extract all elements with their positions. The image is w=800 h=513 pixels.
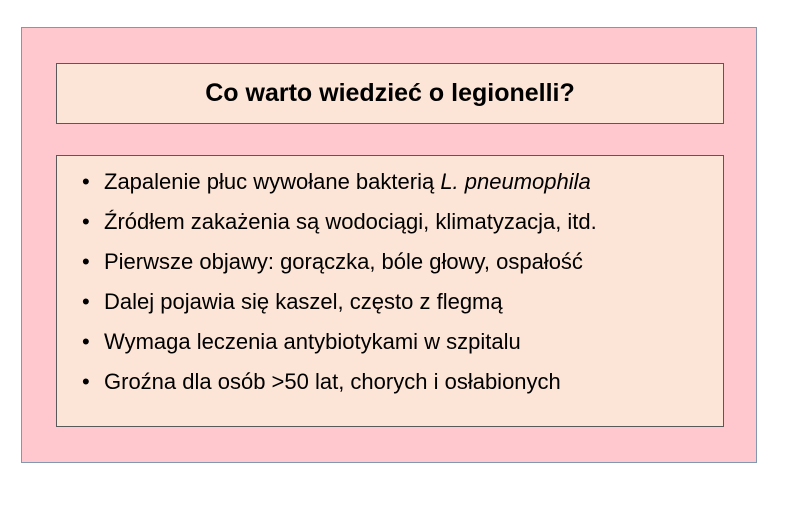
list-item [82,329,723,369]
bullet-icon: • [82,169,90,194]
bullet-icon: • [82,369,90,394]
page-title: Co warto wiedzieć o legionelli? [205,79,575,107]
list-item [82,369,723,409]
list-item [82,289,723,329]
list-item-text: Dalej pojawia się kaszel, często z flegmą [104,289,503,314]
list-item-text: Źródłem zakażenia są wodociągi, klimatyzacja, itd. [104,209,597,234]
list-item-text: Zapalenie płuc wywołane bakterią L. pneumophila [104,169,591,194]
title-box [56,63,724,124]
list-item-text: Groźna dla osób >50 lat, chorych i osłabionych [104,369,561,394]
species-name: L. pneumophila [440,169,591,194]
bullet-list [57,156,723,409]
list-item [82,209,723,249]
bullet-icon: • [82,289,90,314]
bullet-icon: • [82,209,90,234]
bullet-icon: • [82,249,90,274]
list-item-text: Pierwsze objawy: gorączka, bóle głowy, ospałość [104,249,583,274]
content-box [56,155,724,427]
list-item [82,169,723,209]
list-item [82,249,723,289]
bullet-icon: • [82,329,90,354]
list-item-text: Wymaga leczenia antybiotykami w szpitalu [104,329,521,354]
slide [21,27,757,463]
